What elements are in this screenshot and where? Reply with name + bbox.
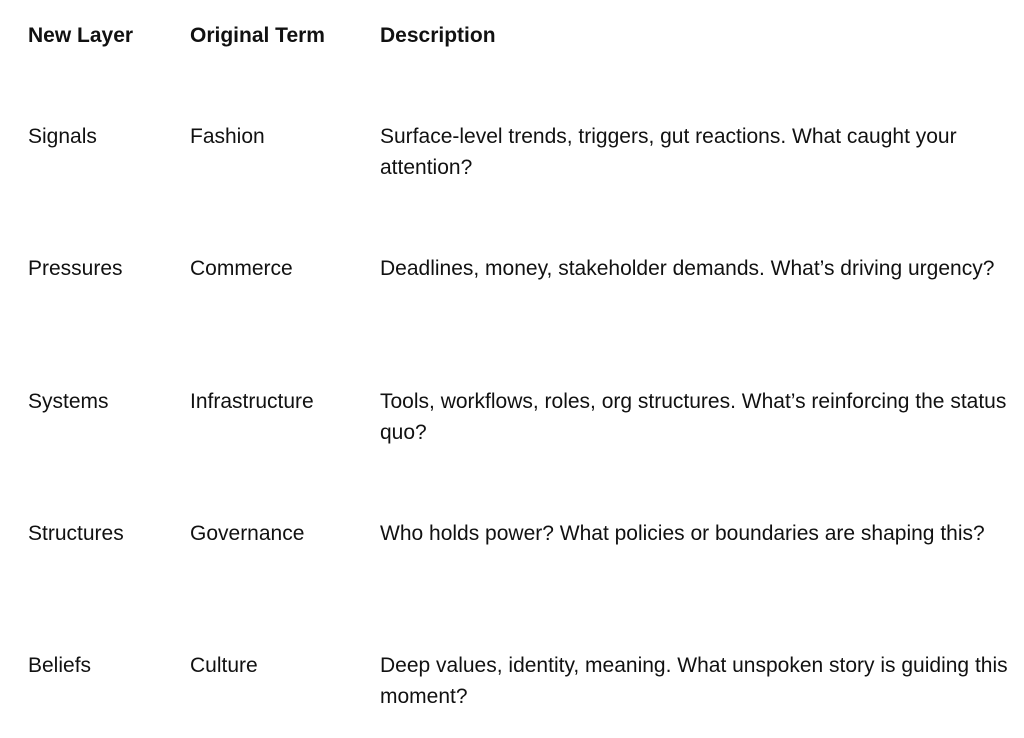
row-original-term: Fashion — [190, 125, 265, 148]
row-new-layer: Pressures — [28, 257, 123, 280]
row-description: Deep values, identity, meaning. What unspoken story is guiding this moment? — [380, 654, 1008, 708]
row-new-layer: Beliefs — [28, 654, 92, 677]
row-new-layer: Structures — [28, 522, 124, 545]
header-new-layer: New Layer — [28, 24, 134, 47]
row-original-term: Commerce — [190, 257, 293, 280]
row-description: Surface-level trends, triggers, gut reactions. What caught your attention? — [380, 125, 957, 179]
row-description: Tools, workflows, roles, org structures. What’s reinforcing the status quo? — [380, 390, 1007, 444]
row-new-layer: Systems — [28, 390, 109, 413]
row-original-term: Culture — [190, 654, 258, 677]
row-description: Who holds power? What policies or boundaries are shaping this? — [380, 522, 985, 545]
row-description: Deadlines, money, stakeholder demands. What’s driving urgency? — [380, 257, 995, 280]
layers-table — [28, 0, 1008, 738]
row-original-term: Governance — [190, 522, 305, 545]
header-original-term: Original Term — [190, 24, 325, 47]
row-original-term: Infrastructure — [190, 390, 314, 413]
row-new-layer: Signals — [28, 125, 97, 148]
header-description: Description — [380, 24, 496, 47]
